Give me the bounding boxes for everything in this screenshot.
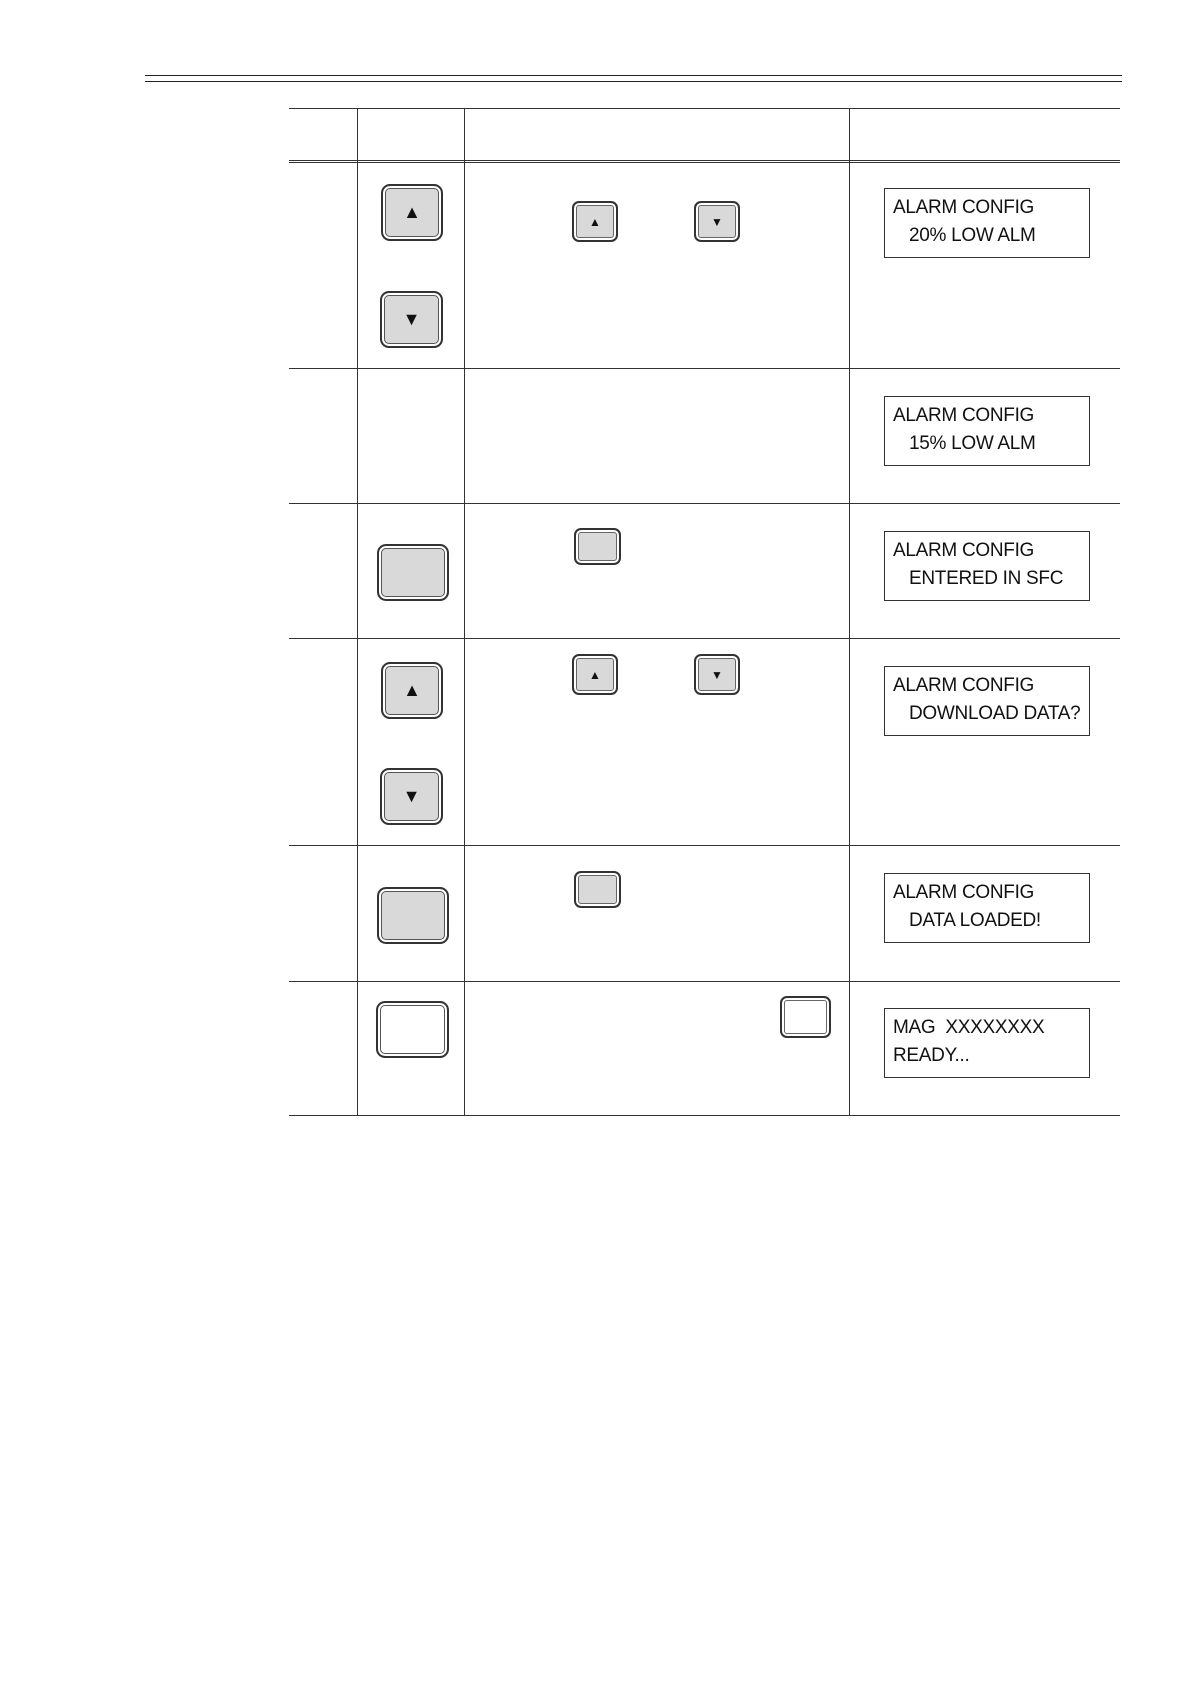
enter-key[interactable]	[377, 887, 449, 944]
lcd-line-2: DATA LOADED!	[909, 910, 1041, 931]
lcd-line-2: ENTERED IN SFC	[909, 568, 1064, 589]
down-arrow-icon: ▼	[402, 786, 421, 806]
up-arrow-icon: ▲	[403, 680, 421, 700]
lcd-display	[884, 396, 1090, 466]
table-bottom-border	[289, 1115, 1120, 1116]
table-top-border	[289, 108, 1120, 109]
procedure-table	[289, 108, 1120, 1116]
inline-down-arrow-key	[694, 201, 740, 242]
lcd-display	[884, 188, 1090, 258]
down-arrow-icon: ▼	[402, 309, 421, 329]
lcd-line-2: 20% LOW ALM	[909, 225, 1036, 246]
lcd-line-2: READY...	[893, 1045, 970, 1066]
up-arrow-icon: ▲	[403, 202, 421, 222]
down-arrow-key[interactable]	[380, 291, 443, 348]
down-arrow-icon: ▼	[711, 667, 723, 682]
header-rule-bottom	[145, 81, 1122, 82]
lcd-line-1: ALARM CONFIG	[893, 675, 1035, 696]
row-separator	[289, 503, 1120, 504]
enter-key[interactable]	[377, 544, 449, 601]
exit-key[interactable]	[376, 1001, 449, 1058]
lcd-line-1: ALARM CONFIG	[893, 405, 1035, 426]
inline-enter-key	[574, 528, 621, 565]
up-arrow-icon: ▲	[589, 667, 601, 682]
header-rule-top	[145, 75, 1122, 76]
lcd-display	[884, 1008, 1090, 1078]
lcd-display	[884, 531, 1090, 601]
up-arrow-icon: ▲	[589, 214, 601, 229]
lcd-line-1: ALARM CONFIG	[893, 882, 1035, 903]
down-arrow-key[interactable]	[380, 768, 443, 825]
inline-enter-key	[574, 871, 621, 908]
lcd-display	[884, 666, 1090, 736]
lcd-line-1: ALARM CONFIG	[893, 540, 1035, 561]
row-separator	[289, 638, 1120, 639]
lcd-line-2: DOWNLOAD DATA?	[909, 703, 1081, 724]
inline-exit-key	[780, 996, 831, 1038]
lcd-line-1: MAG XXXXXXXX	[893, 1017, 1045, 1038]
column-divider-action	[849, 108, 850, 1116]
down-arrow-icon: ▼	[711, 214, 723, 229]
header-separator-double	[289, 162, 1120, 163]
inline-up-arrow-key	[572, 201, 618, 242]
column-divider-step	[357, 108, 358, 1116]
inline-up-arrow-key	[572, 654, 618, 695]
header-separator	[289, 160, 1120, 161]
row-separator	[289, 845, 1120, 846]
row-separator	[289, 981, 1120, 982]
inline-down-arrow-key	[694, 654, 740, 695]
lcd-line-2: 15% LOW ALM	[909, 433, 1036, 454]
column-divider-key	[464, 108, 465, 1116]
up-arrow-key[interactable]	[381, 184, 443, 241]
lcd-line-1: ALARM CONFIG	[893, 197, 1035, 218]
lcd-display	[884, 873, 1090, 943]
up-arrow-key[interactable]	[381, 662, 443, 719]
row-separator	[289, 368, 1120, 369]
